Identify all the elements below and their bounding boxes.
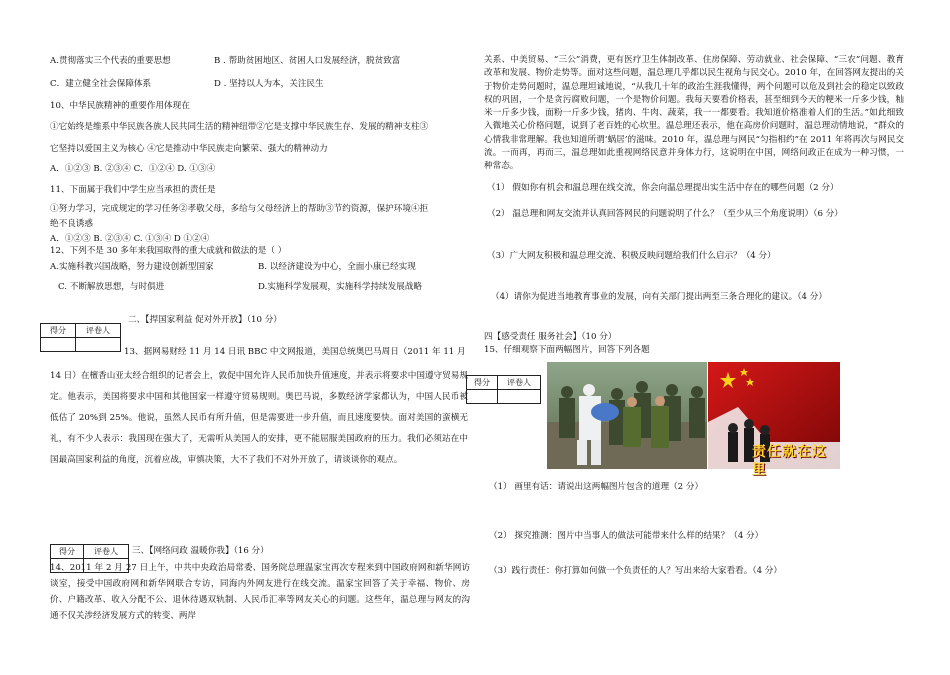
score-label: 得分 bbox=[51, 545, 84, 559]
question-10: 10、中华民族精神的重要作用体现在 bbox=[50, 101, 190, 111]
question-12-option-b: B. 以经济建设为中心，全面小康已经实现 bbox=[258, 262, 416, 272]
banner-slogan: 责任就在这里 bbox=[752, 444, 827, 478]
score-box bbox=[466, 375, 541, 404]
question-15-part-2: （2） 探究推测：图片中当事人的做法可能带来什么样的结果？（4 分） bbox=[489, 531, 764, 541]
question-14-part-2: （2） 温总理和网友交流并认真回答网民的问题说明了什么？（至少从三个角度说明）（6 分） bbox=[487, 209, 843, 219]
question-12: 12、下列不是 30 多年来我国取得的重大成就和做法的是（ ） bbox=[50, 246, 287, 256]
section-3-title: 三、【网络问政 温暖你我】（16 分） bbox=[132, 546, 269, 556]
grader-label: 评卷人 bbox=[498, 376, 541, 390]
question-14-part-3: （3）广大网友积极和温总理交流、积极反映问题给我们什么启示？（4 分） bbox=[487, 251, 776, 261]
question-13-first-line: 13、据网易财经 11 月 14 日讯 BBC 中文网报道，美国总统奥巴马周日（2011 年 11 月 bbox=[124, 347, 466, 357]
question-11: 11、下面属于我们中学生应当承担的责任是 bbox=[50, 185, 216, 195]
question-14-part-1: （1） 假如你有机会和温总理在线交流，你会向温总理提出实生活中存在的哪些问题（2 分） bbox=[487, 183, 839, 193]
flag-photo bbox=[708, 362, 840, 478]
option-a-line: A.贯彻落实三个代表的重要思想 bbox=[50, 56, 171, 66]
grader-cell[interactable] bbox=[498, 390, 541, 404]
question-11-line-1: ①努力学习，完成规定的学习任务②孝敬父母，多给与父母经济上的帮助③节约资源，保护环境④拒 bbox=[50, 204, 429, 214]
question-14-part-4: （4）请你为促进当地教育事业的发展，向有关部门提出两至三条合理化的建议。（4 分） bbox=[491, 292, 827, 302]
question-11-options: A．①②③ B. ②③④ C. ①③④ D ①②④ bbox=[50, 234, 210, 244]
score-label: 得分 bbox=[467, 376, 498, 390]
section-2-title: 二、【捍国家利益 促对外开放】（10 分） bbox=[128, 315, 282, 325]
question-10-options: A．①②③ B. ②③④ C．①②④ D. ①③④ bbox=[50, 164, 216, 174]
grader-cell[interactable] bbox=[76, 338, 121, 352]
rescue-photo bbox=[547, 362, 707, 469]
question-12-option-c: C. 不断解放思想，与时俱进 bbox=[58, 282, 165, 292]
question-15-part-1: （1） 画里有话：请说出这两幅图片包含的道理（2 分） bbox=[489, 482, 704, 492]
question-12-option-d: D.实施科学发展观，实施科学持续发展战略 bbox=[258, 282, 423, 292]
option-c-line: C．建立健全社会保障体系 bbox=[50, 79, 152, 89]
option-b-line: B . 帮助贫困地区、贫困人口发展经济，脱贫致富 bbox=[214, 56, 401, 66]
grader-label: 评卷人 bbox=[84, 545, 129, 559]
score-cell[interactable] bbox=[41, 338, 76, 352]
score-cell[interactable] bbox=[467, 390, 498, 404]
question-10-line-2: 它坚持以爱国主义为核心 ④它是推动中华民族走向繁荣、强大的精神动力 bbox=[50, 144, 328, 154]
question-15-part-3: （3）践行责任：你打算如何做一个负责任的人？写出来给大家看看。（4 分） bbox=[489, 566, 782, 576]
grader-label: 评卷人 bbox=[76, 324, 121, 338]
section-4-title: 四【感受责任 服务社会】（10 分） bbox=[484, 332, 617, 342]
question-10-line-1: ①它始终是维系中华民族各族人民共同生活的精神纽带②它是支撑中华民族生存、发展的精神支柱③ bbox=[50, 122, 429, 132]
question-14-continued: 关系、中美贸易、“三公”消费，更有医疗卫生体制改革、住房保障、劳动就业、社会保障、“三农”问题、教育改革和发展、物价走势等。面对这些问题，温总理几乎都以民生视角与民交心。2010 年，在回答网友提出的关于物价走势问题时，温总理坦诚地说，“从我几十年的政治生涯我懂得，两个问题可以危及到社会的稳定以致政权的巩固，一个是贪污腐败问题，一个是物价问题。我每天要看价格表，甚至细到今天的粳米一斤多少钱，籼米一斤多少钱，面粉一斤多少钱，猪肉、牛肉、蔬菜，我一一都要看。我知道价格准着人们的生活。”如此细致入微地关心价格问题，说到了老百姓的心坎里。温总理还表示，他在高房价问题时，温总理动情地说，“群众的心情我非常理解。我也知道所谓‘蜗居’的滋味。2010 年，温总理与网民“匀指相约”在 2011 年将再次与网民交流。一而再，再而三，温总理如此重视网络民意并身体力行，这说明在中国，网络问政正在成为一种习惯，一种常态。 bbox=[484, 55, 904, 172]
question-13-body: 14 日）在檀香山亚太经合组织的记者会上，敦促中国允许人民币加快升值速度，并表示将要求中国遵守贸易规定。他表示，美国将要求中国和其他国家一样遵守贸易规则。奥巴马说，多数经济学家都认为，中国人民币被低估了 20%到 25%。他说，虽然人民币有所升值，但是需要进一步升值，而且速度要快。面对美国的蛮横无礼，有不少人表示：我国现在强大了，无需听从美国人的安排，更不能屈服美国政府的压力。我们必须站在中国最高国家利益的角度，沉着应战，审慎决策，大不了我们不对外开放了，请谈谈你的观点。 bbox=[50, 371, 468, 465]
rescue-photo-image bbox=[547, 362, 707, 469]
question-12-option-a: A.实施科教兴国战略，努力建设创新型国家 bbox=[50, 262, 214, 272]
option-d-line: D . 坚持以人为本，关注民生 bbox=[214, 79, 324, 89]
score-box bbox=[40, 323, 121, 352]
question-14-body: 14、2011 年 2 月 27 日上午，中共中央政治局常委、国务院总理温家宝再次专程来到中国政府网和新华网访谈室，接受中国政府网和新华网联合专访，同海内外网友进行在线交流。温家宝回答了关于幸福、物价、房价、户籍改革、收入分配不公、退休待遇双轨制、人民币汇率等网友关心的问题。这些年，温总理与网友的沟通不仅关涉经济发展方式的转变、两岸 bbox=[50, 563, 470, 621]
score-label: 得分 bbox=[41, 324, 76, 338]
question-15: 15、仔细观察下面两幅图片，回答下列各题 bbox=[484, 345, 650, 355]
question-11-line-2: 绝不良诱惑 bbox=[50, 219, 93, 229]
